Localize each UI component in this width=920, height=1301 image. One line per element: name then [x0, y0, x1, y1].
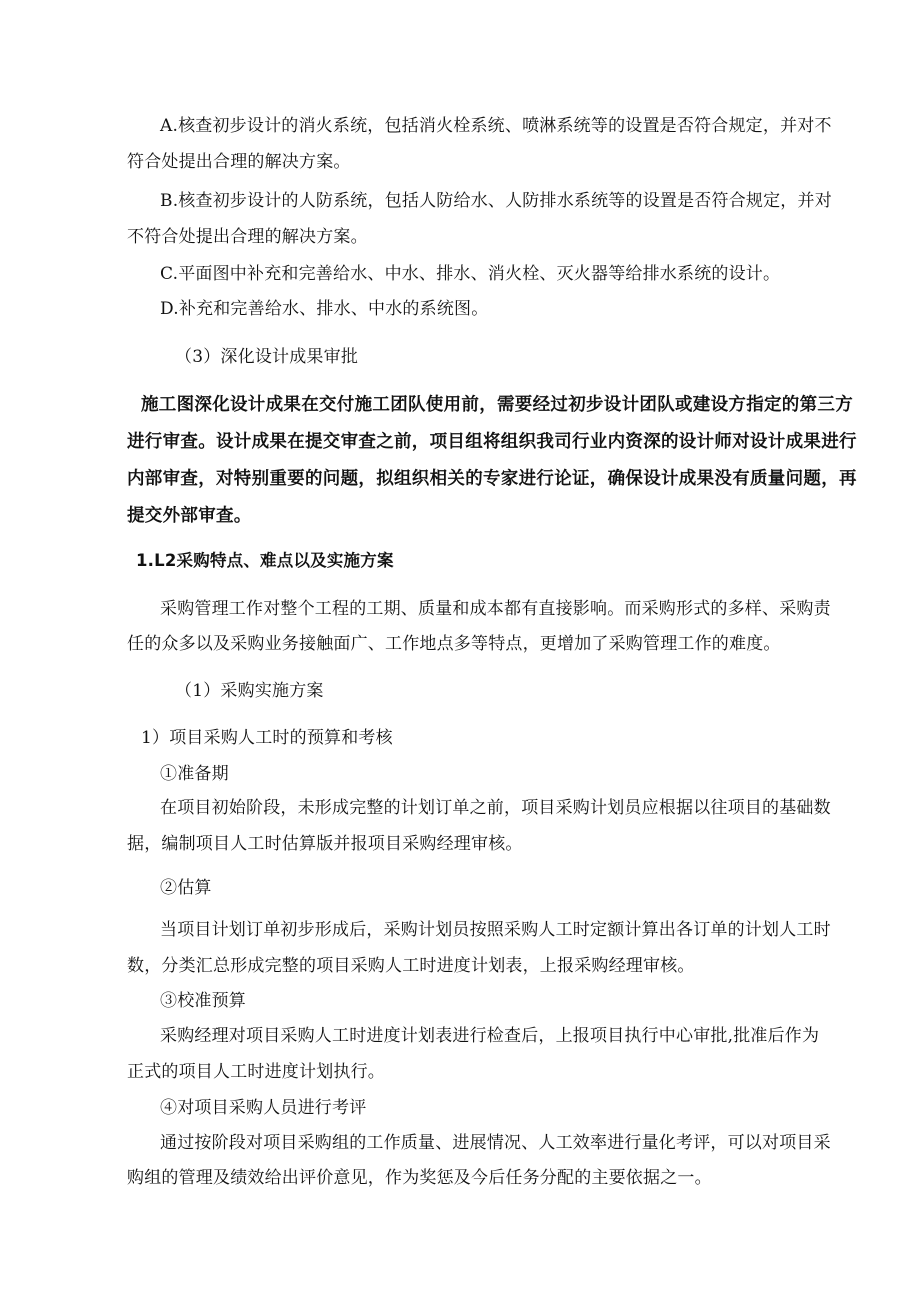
intro-line1: 采购管理工作对整个工程的工期、质量和成本都有直接影响。而采购形式的多样、采购责	[160, 599, 831, 619]
review-para-line4: 提交外部审查。	[127, 506, 252, 526]
review-para-line3: 内部审查，对特别重要的问题，拟组织相关的专家进行论证，确保设计成果没有质量问题，再	[127, 469, 857, 489]
item-a-line1: A.核查初步设计的消火系统，包括消火栓系统、喷淋系统等的设置是否符合规定，并对不	[160, 116, 832, 136]
review-para-line1: 施工图深化设计成果在交付施工团队使用前，需要经过初步设计团队或建设方指定的第三方	[141, 395, 853, 415]
step1-line1: 在项目初始阶段，未形成完整的计划订单之前，项目采购计划员应根据以往项目的基础数	[160, 798, 831, 818]
review-para-line2: 进行审查。设计成果在提交审查之前，项目组将组织我司行业内资深的设计师对设计成果进行	[127, 432, 857, 452]
item-c: C.平面图中补充和完善给水、中水、排水、消火栓、灭火器等给排水系统的设计。	[160, 264, 781, 284]
sub-heading: 1）项目采购人工时的预算和考核	[141, 728, 393, 748]
item-b-line2: 不符合处提出合理的解决方案。	[127, 227, 368, 247]
section-heading: 1.L2采购特点、难点以及实施方案	[136, 551, 394, 570]
step3-line1: 采购经理对项目采购人工时进度计划表进行检查后，上报项目执行中心审批,批准后作为	[160, 1026, 820, 1046]
step2-title: ②估算	[160, 878, 212, 898]
step1-title: ①准备期	[160, 764, 229, 784]
plan-heading: （1）采购实施方案	[175, 681, 324, 701]
review-heading: （3）深化设计成果审批	[175, 347, 359, 367]
item-a-line2: 符合处提出合理的解决方案。	[127, 152, 351, 172]
item-b-line1: B.核查初步设计的人防系统，包括人防给水、人防排水系统等的设置是否符合规定，并对	[160, 191, 832, 211]
step4-line1: 通过按阶段对项目采购组的工作质量、进展情况、人工效率进行量化考评，可以对项目采	[160, 1133, 831, 1153]
step4-title: ④对项目采购人员进行考评	[160, 1098, 367, 1118]
step4-line2: 购组的管理及绩效给出评价意见，作为奖惩及今后任务分配的主要依据之一。	[127, 1168, 712, 1188]
step2-line1: 当项目计划订单初步形成后，采购计划员按照采购人工时定额计算出各订单的计划人工时	[160, 920, 831, 940]
step1-line2: 据，编制项目人工时估算版并报项目采购经理审核。	[127, 834, 523, 854]
intro-line2: 任的众多以及采购业务接触面广、工作地点多等特点，更增加了采购管理工作的难度。	[127, 634, 781, 654]
step3-title: ③校准预算	[160, 991, 246, 1011]
item-d: D.补充和完善给水、排水、中水的系统图。	[160, 299, 489, 319]
step3-line2: 正式的项目人工时进度计划执行。	[127, 1062, 385, 1082]
step2-line2: 数，分类汇总形成完整的项目采购人工时进度计划表，上报采购经理审核。	[127, 956, 695, 976]
